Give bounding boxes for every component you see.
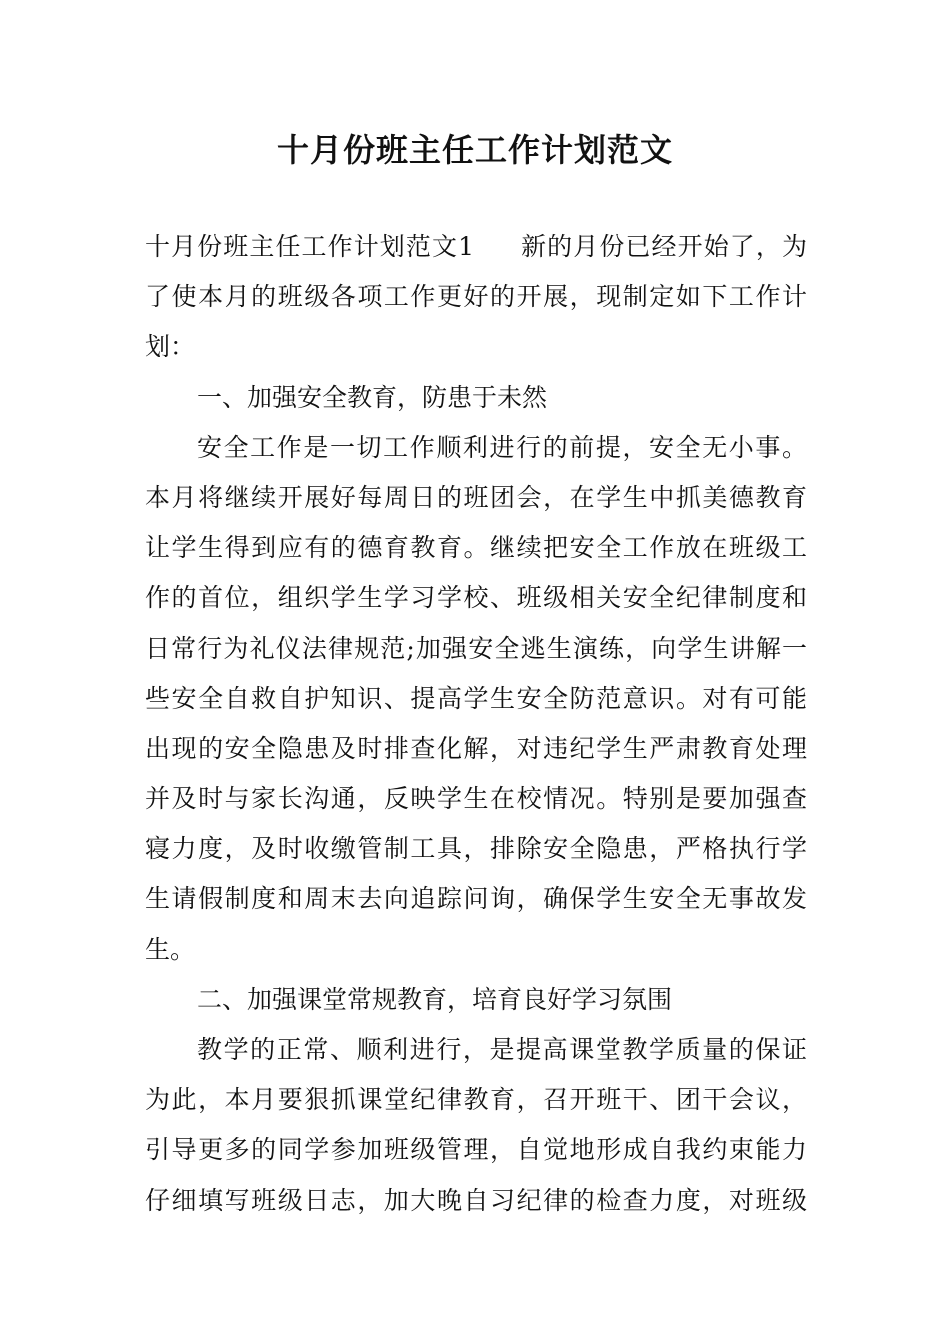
document-body	[145, 222, 807, 1226]
paragraph-line: 教学的正常、顺利进行，是提高课堂教学质量的保证	[197, 1035, 807, 1064]
paragraph-line: 些安全自救自护知识、提高学生安全防范意识。对有可能	[145, 683, 807, 713]
paragraph-line: 出现的安全隐患及时排查化解，对违纪学生严肃教育处理	[145, 733, 807, 763]
paragraph-line: 生。	[145, 934, 196, 964]
paragraph-line: 仔细填写班级日志，加大晚自习纪律的检查力度，对班级	[145, 1185, 807, 1215]
paragraph-line: 安全工作是一切工作顺利进行的前提，安全无小事。	[197, 432, 807, 462]
document-title: 十月份班主任工作计划范文	[276, 131, 673, 169]
paragraph-line: 了使本月的班级各项工作更好的开展，现制定如下工作计	[145, 282, 807, 312]
paragraph-line: 并及时与家长沟通，反映学生在校情况。特别是要加强查	[145, 784, 807, 814]
paragraph-line: 为此，本月要狠抓课堂纪律教育，召开班干、团干会议，	[145, 1085, 807, 1115]
paragraph-text: 十月份班主任工作计划范文1	[145, 232, 474, 261]
paragraph-line: 作的首位，组织学生学习学校、班级相关安全纪律制度和	[145, 583, 807, 613]
paragraph-line: 让学生得到应有的德育教育。继续把安全工作放在班级工	[145, 533, 807, 563]
section-heading: 二、加强课堂常规教育，培育良好学习氛围	[197, 984, 673, 1014]
paragraph-line: 本月将继续开展好每周日的班团会，在学生中抓美德教育	[145, 482, 807, 512]
paragraph-line: 划：	[145, 332, 196, 362]
section-heading: 一、加强安全教育，防患于未然	[197, 382, 548, 412]
paragraph-line	[145, 222, 807, 272]
paragraph-line: 日常行为礼仪法律规范;加强安全逃生演练，向学生讲解一	[145, 633, 807, 663]
paragraph-text: 新的月份已经开始了，为	[519, 232, 807, 261]
paragraph-line: 寝力度，及时收缴管制工具，排除安全隐患，严格执行学	[145, 834, 807, 864]
paragraph-line: 引导更多的同学参加班级管理，自觉地形成自我约束能力	[145, 1135, 807, 1165]
paragraph-line: 生请假制度和周末去向追踪问询，确保学生安全无事故发	[145, 884, 807, 914]
